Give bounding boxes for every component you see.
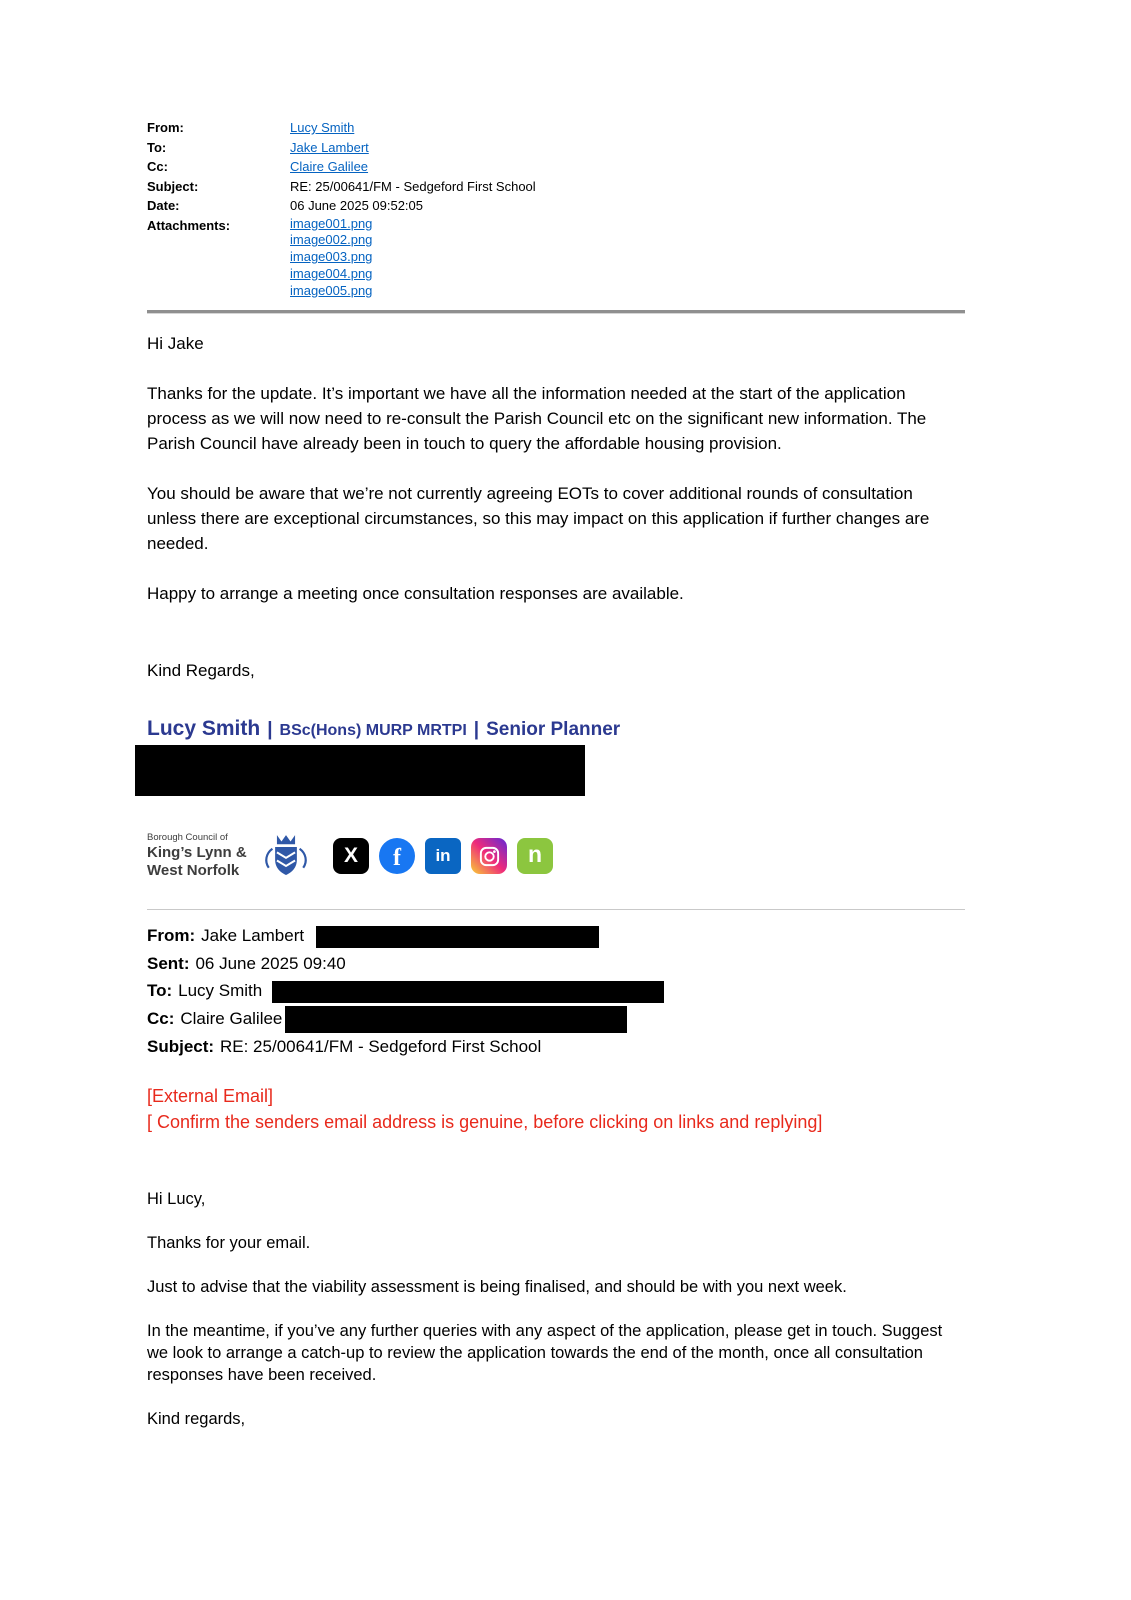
cc-label: Cc: bbox=[147, 159, 168, 174]
signature-role: Senior Planner bbox=[486, 719, 621, 741]
meta-row-subject bbox=[147, 177, 965, 197]
from-address-link[interactable]: Lucy Smith bbox=[290, 120, 355, 135]
meta-row-attachments bbox=[147, 216, 965, 300]
meta-row-from bbox=[147, 118, 965, 138]
attachments-list bbox=[290, 216, 372, 300]
date-value: 06 June 2025 09:52:05 bbox=[290, 198, 424, 213]
meta-row-cc bbox=[147, 157, 965, 177]
to-label: To: bbox=[147, 139, 167, 155]
organisation-prefix: Borough Council of bbox=[147, 832, 228, 844]
email-body bbox=[147, 331, 965, 683]
quoted-paragraph: Thanks for your email. bbox=[147, 1233, 311, 1252]
attachment-link[interactable]: image004.png bbox=[290, 265, 373, 281]
to-address-link[interactable]: Jake Lambert bbox=[290, 139, 369, 155]
redacted-cc-address bbox=[285, 1006, 627, 1033]
body-paragraph: You should be aware that we’re not currently agreeing EOTs to cover additional rounds of consultation unless there are exceptional circumstances, so this may impact on this application if further changes are needed. bbox=[147, 484, 930, 554]
cc-address-link[interactable]: Claire Galilee bbox=[290, 159, 369, 174]
attachment-link[interactable]: image005.png bbox=[290, 282, 373, 298]
quoted-greeting: Hi Lucy, bbox=[147, 1189, 206, 1208]
quoted-to-label: To: bbox=[147, 981, 173, 1001]
meta-row-date bbox=[147, 196, 965, 216]
signature-name: Lucy Smith bbox=[147, 717, 261, 741]
x-social-icon[interactable] bbox=[333, 838, 369, 874]
quoted-subject-row bbox=[147, 1033, 965, 1061]
signature-separator: | bbox=[473, 719, 480, 741]
from-label: From: bbox=[147, 120, 184, 135]
signature-credentials: BSc(Hons) MURP MRTPI bbox=[279, 722, 467, 740]
quoted-from-row bbox=[147, 922, 965, 950]
social-links bbox=[333, 838, 553, 874]
redacted-to-address bbox=[272, 981, 664, 1003]
subject-label: Subject: bbox=[147, 178, 199, 194]
attachment-link[interactable]: image002.png bbox=[290, 232, 373, 248]
quoted-sent-value: 06 June 2025 09:40 bbox=[195, 953, 346, 973]
quoted-subject-label: Subject: bbox=[147, 1037, 215, 1056]
quoted-paragraph: Just to advise that the viability assessment is being finalised, and should be with you next week. bbox=[147, 1277, 847, 1296]
attachments-label: Attachments: bbox=[147, 217, 231, 233]
quoted-cc-value: Claire Galilee bbox=[180, 1008, 283, 1028]
facebook-icon[interactable] bbox=[379, 838, 415, 874]
quoted-cc-label: Cc: bbox=[147, 1008, 175, 1028]
closing: Kind Regards, bbox=[147, 661, 255, 681]
quoted-from-value: Jake Lambert bbox=[201, 926, 305, 946]
quoted-email-header bbox=[147, 922, 965, 1060]
facebook-glyph: f bbox=[393, 844, 401, 871]
external-email-warning-line1: [External Email] bbox=[147, 1085, 274, 1106]
x-glyph: X bbox=[343, 844, 358, 868]
quoted-email-body bbox=[147, 1188, 965, 1430]
organisation-footer bbox=[147, 826, 965, 886]
attachment-link[interactable]: image003.png bbox=[290, 249, 373, 265]
quoted-to-row bbox=[147, 977, 965, 1005]
quoted-subject-value: RE: 25/00641/FM - Sedgeford First School bbox=[220, 1037, 542, 1056]
date-label: Date: bbox=[147, 198, 180, 213]
council-crest-icon bbox=[257, 827, 315, 885]
greeting: Hi Jake bbox=[147, 334, 204, 354]
quoted-email-divider bbox=[147, 909, 965, 910]
instagram-icon[interactable] bbox=[471, 838, 507, 874]
email-meta-header bbox=[147, 118, 965, 299]
signature-separator: | bbox=[267, 719, 273, 741]
quoted-sent-row bbox=[147, 950, 965, 978]
quoted-closing: Kind regards, bbox=[147, 1409, 246, 1428]
body-paragraph: Happy to arrange a meeting once consultation responses are available. bbox=[147, 584, 684, 604]
linkedin-glyph: in bbox=[435, 846, 451, 866]
nextdoor-glyph: n bbox=[527, 841, 543, 868]
external-email-warning-line2: [ Confirm the senders email address is genuine, before clicking on links and replying] bbox=[147, 1111, 823, 1132]
organisation-line2: West Norfolk bbox=[147, 862, 240, 880]
signature-line bbox=[147, 715, 965, 745]
quoted-cc-row bbox=[147, 1005, 965, 1033]
redacted-signature-details bbox=[135, 745, 585, 796]
nextdoor-icon[interactable] bbox=[517, 838, 553, 874]
quoted-sent-label: Sent: bbox=[147, 953, 190, 973]
external-email-warning bbox=[147, 1083, 965, 1135]
attachment-link[interactable]: image001.png bbox=[290, 215, 373, 231]
meta-row-to bbox=[147, 138, 965, 158]
redacted-from-address bbox=[316, 926, 599, 948]
subject-value: RE: 25/00641/FM - Sedgeford First School bbox=[290, 178, 536, 194]
header-divider bbox=[147, 310, 965, 314]
quoted-paragraph: In the meantime, if you’ve any further queries with any aspect of the application, please get in touch. Suggest we look to arrange a catch-up to review the application towards the end of the month, once all consultation responses have been received. bbox=[147, 1321, 943, 1384]
quoted-to-value: Lucy Smith bbox=[178, 981, 263, 1001]
quoted-from-label: From: bbox=[147, 926, 196, 946]
body-paragraph: Thanks for the update. It’s important we have all the information needed at the start of the application process as we will now need to re-consult the Parish Council etc on the significant new information. The Parish Council have already been in touch to query the affordable housing provision. bbox=[147, 384, 927, 454]
organisation-line1: King’s Lynn & bbox=[147, 844, 247, 862]
organisation-name bbox=[147, 832, 251, 880]
linkedin-icon[interactable] bbox=[425, 838, 461, 874]
